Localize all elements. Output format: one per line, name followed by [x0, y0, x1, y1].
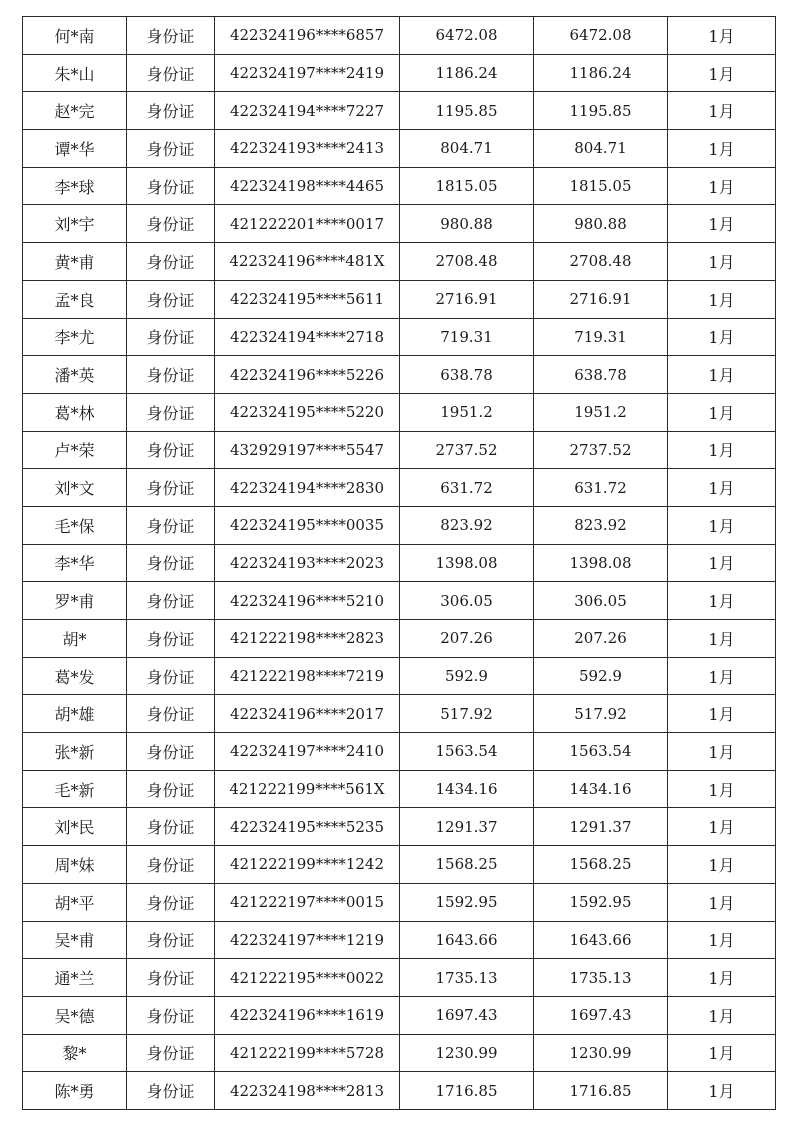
table-row	[23, 130, 776, 168]
id-type-cell: 身份证	[127, 1072, 215, 1110]
month-cell: 1月	[668, 469, 776, 507]
id-number-cell: 421222198****7219	[215, 657, 400, 695]
paid-amount-cell: 631.72	[534, 469, 668, 507]
table-row	[23, 770, 776, 808]
table-row	[23, 17, 776, 55]
table-row	[23, 921, 776, 959]
id-number-cell: 422324194****7227	[215, 92, 400, 130]
paid-amount-cell: 823.92	[534, 506, 668, 544]
paid-amount-cell: 1735.13	[534, 959, 668, 997]
paid-amount-cell: 1398.08	[534, 544, 668, 582]
month-cell: 1月	[668, 695, 776, 733]
id-type-cell: 身份证	[127, 356, 215, 394]
paid-amount-cell: 638.78	[534, 356, 668, 394]
id-number-cell: 422324197****2410	[215, 733, 400, 771]
id-number-cell: 421222195****0022	[215, 959, 400, 997]
id-type-cell: 身份证	[127, 130, 215, 168]
id-number-cell: 422324195****5220	[215, 393, 400, 431]
amount-cell: 1592.95	[400, 883, 534, 921]
amount-cell: 517.92	[400, 695, 534, 733]
table-row	[23, 1034, 776, 1072]
month-cell: 1月	[668, 959, 776, 997]
paid-amount-cell: 980.88	[534, 205, 668, 243]
amount-cell: 980.88	[400, 205, 534, 243]
id-type-cell: 身份证	[127, 996, 215, 1034]
amount-cell: 1195.85	[400, 92, 534, 130]
month-cell: 1月	[668, 921, 776, 959]
id-number-cell: 422324198****2813	[215, 1072, 400, 1110]
id-type-cell: 身份证	[127, 54, 215, 92]
id-number-cell: 421222201****0017	[215, 205, 400, 243]
amount-cell: 1291.37	[400, 808, 534, 846]
name-cell: 周*妹	[23, 846, 127, 884]
table-row	[23, 544, 776, 582]
month-cell: 1月	[668, 996, 776, 1034]
id-number-cell: 422324196****5226	[215, 356, 400, 394]
table-row	[23, 506, 776, 544]
id-type-cell: 身份证	[127, 243, 215, 281]
amount-cell: 1568.25	[400, 846, 534, 884]
amount-cell: 1716.85	[400, 1072, 534, 1110]
table-row	[23, 695, 776, 733]
amount-cell: 631.72	[400, 469, 534, 507]
id-number-cell: 421222198****2823	[215, 620, 400, 658]
id-type-cell: 身份证	[127, 770, 215, 808]
table-row	[23, 469, 776, 507]
month-cell: 1月	[668, 243, 776, 281]
id-number-cell: 422324196****5210	[215, 582, 400, 620]
table-row	[23, 431, 776, 469]
amount-cell: 1951.2	[400, 393, 534, 431]
paid-amount-cell: 804.71	[534, 130, 668, 168]
name-cell: 吴*甫	[23, 921, 127, 959]
paid-amount-cell: 1434.16	[534, 770, 668, 808]
month-cell: 1月	[668, 657, 776, 695]
id-type-cell: 身份证	[127, 582, 215, 620]
amount-cell: 823.92	[400, 506, 534, 544]
payment-table	[22, 16, 776, 1110]
amount-cell: 592.9	[400, 657, 534, 695]
paid-amount-cell: 2737.52	[534, 431, 668, 469]
id-type-cell: 身份证	[127, 1034, 215, 1072]
amount-cell: 1643.66	[400, 921, 534, 959]
month-cell: 1月	[668, 205, 776, 243]
amount-cell: 1186.24	[400, 54, 534, 92]
name-cell: 胡*	[23, 620, 127, 658]
id-type-cell: 身份证	[127, 431, 215, 469]
month-cell: 1月	[668, 17, 776, 55]
amount-cell: 1563.54	[400, 733, 534, 771]
paid-amount-cell: 1815.05	[534, 167, 668, 205]
month-cell: 1月	[668, 544, 776, 582]
table-row	[23, 243, 776, 281]
month-cell: 1月	[668, 393, 776, 431]
amount-cell: 1434.16	[400, 770, 534, 808]
paid-amount-cell: 1291.37	[534, 808, 668, 846]
id-type-cell: 身份证	[127, 620, 215, 658]
id-number-cell: 422324196****6857	[215, 17, 400, 55]
table-row	[23, 92, 776, 130]
id-number-cell: 422324195****5611	[215, 280, 400, 318]
table-row	[23, 1072, 776, 1110]
id-type-cell: 身份证	[127, 167, 215, 205]
month-cell: 1月	[668, 1034, 776, 1072]
paid-amount-cell: 1186.24	[534, 54, 668, 92]
amount-cell: 6472.08	[400, 17, 534, 55]
table-row	[23, 996, 776, 1034]
name-cell: 何*南	[23, 17, 127, 55]
id-type-cell: 身份证	[127, 544, 215, 582]
amount-cell: 306.05	[400, 582, 534, 620]
name-cell: 张*新	[23, 733, 127, 771]
name-cell: 毛*保	[23, 506, 127, 544]
name-cell: 潘*英	[23, 356, 127, 394]
id-number-cell: 422324193****2023	[215, 544, 400, 582]
paid-amount-cell: 1563.54	[534, 733, 668, 771]
table-row	[23, 808, 776, 846]
id-type-cell: 身份证	[127, 695, 215, 733]
name-cell: 罗*甫	[23, 582, 127, 620]
name-cell: 孟*良	[23, 280, 127, 318]
month-cell: 1月	[668, 846, 776, 884]
table-row	[23, 167, 776, 205]
amount-cell: 638.78	[400, 356, 534, 394]
amount-cell: 1815.05	[400, 167, 534, 205]
table-row	[23, 54, 776, 92]
id-number-cell: 422324197****1219	[215, 921, 400, 959]
month-cell: 1月	[668, 808, 776, 846]
amount-cell: 207.26	[400, 620, 534, 658]
name-cell: 毛*新	[23, 770, 127, 808]
month-cell: 1月	[668, 318, 776, 356]
paid-amount-cell: 1195.85	[534, 92, 668, 130]
name-cell: 谭*华	[23, 130, 127, 168]
amount-cell: 1230.99	[400, 1034, 534, 1072]
id-number-cell: 422324198****4465	[215, 167, 400, 205]
name-cell: 刘*民	[23, 808, 127, 846]
name-cell: 刘*文	[23, 469, 127, 507]
table-row	[23, 280, 776, 318]
id-number-cell: 422324194****2718	[215, 318, 400, 356]
table-row	[23, 883, 776, 921]
name-cell: 胡*平	[23, 883, 127, 921]
table-row	[23, 959, 776, 997]
id-number-cell: 422324196****1619	[215, 996, 400, 1034]
month-cell: 1月	[668, 356, 776, 394]
id-type-cell: 身份证	[127, 506, 215, 544]
id-number-cell: 421222199****5728	[215, 1034, 400, 1072]
month-cell: 1月	[668, 431, 776, 469]
month-cell: 1月	[668, 167, 776, 205]
id-number-cell: 422324193****2413	[215, 130, 400, 168]
month-cell: 1月	[668, 1072, 776, 1110]
amount-cell: 1697.43	[400, 996, 534, 1034]
id-number-cell: 421222199****561X	[215, 770, 400, 808]
id-type-cell: 身份证	[127, 318, 215, 356]
table-row	[23, 733, 776, 771]
paid-amount-cell: 1951.2	[534, 393, 668, 431]
month-cell: 1月	[668, 733, 776, 771]
paid-amount-cell: 1230.99	[534, 1034, 668, 1072]
amount-cell: 2737.52	[400, 431, 534, 469]
paid-amount-cell: 1592.95	[534, 883, 668, 921]
id-number-cell: 422324196****2017	[215, 695, 400, 733]
id-type-cell: 身份证	[127, 921, 215, 959]
paid-amount-cell: 1568.25	[534, 846, 668, 884]
table-row	[23, 393, 776, 431]
table-row	[23, 846, 776, 884]
paid-amount-cell: 306.05	[534, 582, 668, 620]
name-cell: 通*兰	[23, 959, 127, 997]
id-type-cell: 身份证	[127, 808, 215, 846]
amount-cell: 719.31	[400, 318, 534, 356]
name-cell: 胡*雄	[23, 695, 127, 733]
id-type-cell: 身份证	[127, 469, 215, 507]
id-type-cell: 身份证	[127, 205, 215, 243]
id-type-cell: 身份证	[127, 280, 215, 318]
name-cell: 吴*德	[23, 996, 127, 1034]
id-type-cell: 身份证	[127, 92, 215, 130]
name-cell: 卢*荣	[23, 431, 127, 469]
name-cell: 朱*山	[23, 54, 127, 92]
amount-cell: 2708.48	[400, 243, 534, 281]
paid-amount-cell: 517.92	[534, 695, 668, 733]
name-cell: 赵*完	[23, 92, 127, 130]
table-row	[23, 620, 776, 658]
paid-amount-cell: 2716.91	[534, 280, 668, 318]
id-number-cell: 421222199****1242	[215, 846, 400, 884]
amount-cell: 2716.91	[400, 280, 534, 318]
name-cell: 李*华	[23, 544, 127, 582]
paid-amount-cell: 719.31	[534, 318, 668, 356]
table-row	[23, 657, 776, 695]
paid-amount-cell: 592.9	[534, 657, 668, 695]
table-row	[23, 205, 776, 243]
amount-cell: 1398.08	[400, 544, 534, 582]
paid-amount-cell: 2708.48	[534, 243, 668, 281]
id-type-cell: 身份证	[127, 393, 215, 431]
name-cell: 李*球	[23, 167, 127, 205]
name-cell: 李*尤	[23, 318, 127, 356]
id-type-cell: 身份证	[127, 846, 215, 884]
name-cell: 刘*宇	[23, 205, 127, 243]
name-cell: 葛*发	[23, 657, 127, 695]
month-cell: 1月	[668, 506, 776, 544]
id-number-cell: 422324197****2419	[215, 54, 400, 92]
amount-cell: 804.71	[400, 130, 534, 168]
id-type-cell: 身份证	[127, 17, 215, 55]
name-cell: 陈*勇	[23, 1072, 127, 1110]
table-row	[23, 318, 776, 356]
id-number-cell: 422324195****5235	[215, 808, 400, 846]
id-type-cell: 身份证	[127, 883, 215, 921]
month-cell: 1月	[668, 582, 776, 620]
amount-cell: 1735.13	[400, 959, 534, 997]
id-number-cell: 422324194****2830	[215, 469, 400, 507]
paid-amount-cell: 207.26	[534, 620, 668, 658]
month-cell: 1月	[668, 883, 776, 921]
paid-amount-cell: 1697.43	[534, 996, 668, 1034]
id-number-cell: 422324195****0035	[215, 506, 400, 544]
month-cell: 1月	[668, 620, 776, 658]
id-number-cell: 432929197****5547	[215, 431, 400, 469]
id-type-cell: 身份证	[127, 733, 215, 771]
name-cell: 黄*甫	[23, 243, 127, 281]
paid-amount-cell: 1643.66	[534, 921, 668, 959]
table-body	[23, 17, 776, 1110]
table-row	[23, 582, 776, 620]
id-number-cell: 421222197****0015	[215, 883, 400, 921]
month-cell: 1月	[668, 770, 776, 808]
id-type-cell: 身份证	[127, 959, 215, 997]
month-cell: 1月	[668, 92, 776, 130]
table-row	[23, 356, 776, 394]
paid-amount-cell: 1716.85	[534, 1072, 668, 1110]
month-cell: 1月	[668, 54, 776, 92]
id-number-cell: 422324196****481X	[215, 243, 400, 281]
month-cell: 1月	[668, 130, 776, 168]
name-cell: 葛*林	[23, 393, 127, 431]
paid-amount-cell: 6472.08	[534, 17, 668, 55]
id-type-cell: 身份证	[127, 657, 215, 695]
month-cell: 1月	[668, 280, 776, 318]
name-cell: 黎*	[23, 1034, 127, 1072]
